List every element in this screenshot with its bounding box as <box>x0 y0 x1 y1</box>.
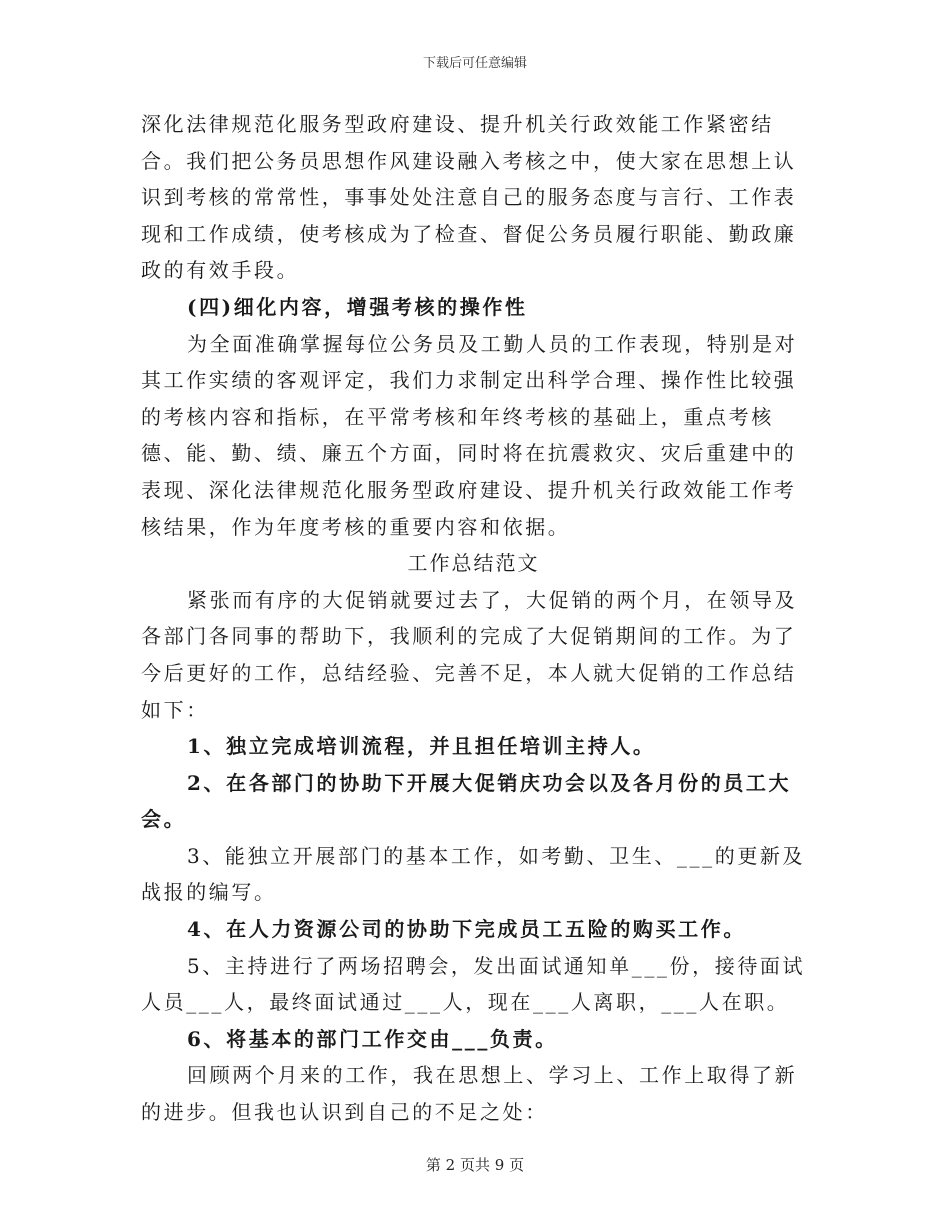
page-footer: 第 2 页共 9 页 <box>425 1156 525 1174</box>
list-item: 6、将基本的部门工作交由___负责。 <box>187 1026 558 1051</box>
document-title: 工作总结范文 <box>407 551 540 576</box>
section-heading: (四)细化内容，增强考核的操作性 <box>187 294 528 319</box>
list-item: 1、独立完成培训流程，并且担任培训主持人。 <box>187 734 656 759</box>
list-item: 3、能独立开展部门的基本工作，如考勤、卫生、___的更新及战报的编写。 <box>141 843 806 905</box>
page-header: 下载后可任意编辑 <box>422 56 527 71</box>
document-body <box>141 106 806 1131</box>
paragraph-continuation: 深化法律规范化服务型政府建设、提升机关行政效能工作紧密结合。我们把公务员思想作风建设融入考核之中，使大家在思想上认识到考核的常常性，事事处处注意自己的服务态度与言行、工作表现和工作成绩，使考核成为了检查、督促公务员履行职能、勤政廉政的有效手段。 <box>141 112 797 283</box>
paragraph: 为全面准确掌握每位公务员及工勤人员的工作表现，特别是对其工作实绩的客观评定，我们力求制定出科学合理、操作性比较强的考核内容和指标，在平常考核和年终考核的基础上，重点考核德、能、勤、绩、廉五个方面，同时将在抗震救灾、灾后重建中的表现、深化法律规范化服务型政府建设、提升机关行政效能工作考核结果，作为年度考核的重要内容和依据。 <box>141 331 798 539</box>
list-item: 4、在人力资源公司的协助下完成员工五险的购买工作。 <box>187 917 746 942</box>
list-item: 2、在各部门的协助下开展大促销庆功会以及各月份的员工大会。 <box>141 770 792 832</box>
list-item: 5、主持进行了两场招聘会，发出面试通知单___份，接待面试人员___人，最终面试通过___人，现在___人离职，___人在职。 <box>141 953 806 1015</box>
paragraph: 回顾两个月来的工作，我在思想上、学习上、工作上取得了新的进步。但我也认识到自己的不足之处： <box>141 1063 798 1125</box>
paragraph: 紧张而有序的大促销就要过去了，大促销的两个月，在领导及各部门各同事的帮助下，我顺利的完成了大促销期间的工作。为了今后更好的工作，总结经验、完善不足，本人就大促销的工作总结如下： <box>141 587 798 722</box>
